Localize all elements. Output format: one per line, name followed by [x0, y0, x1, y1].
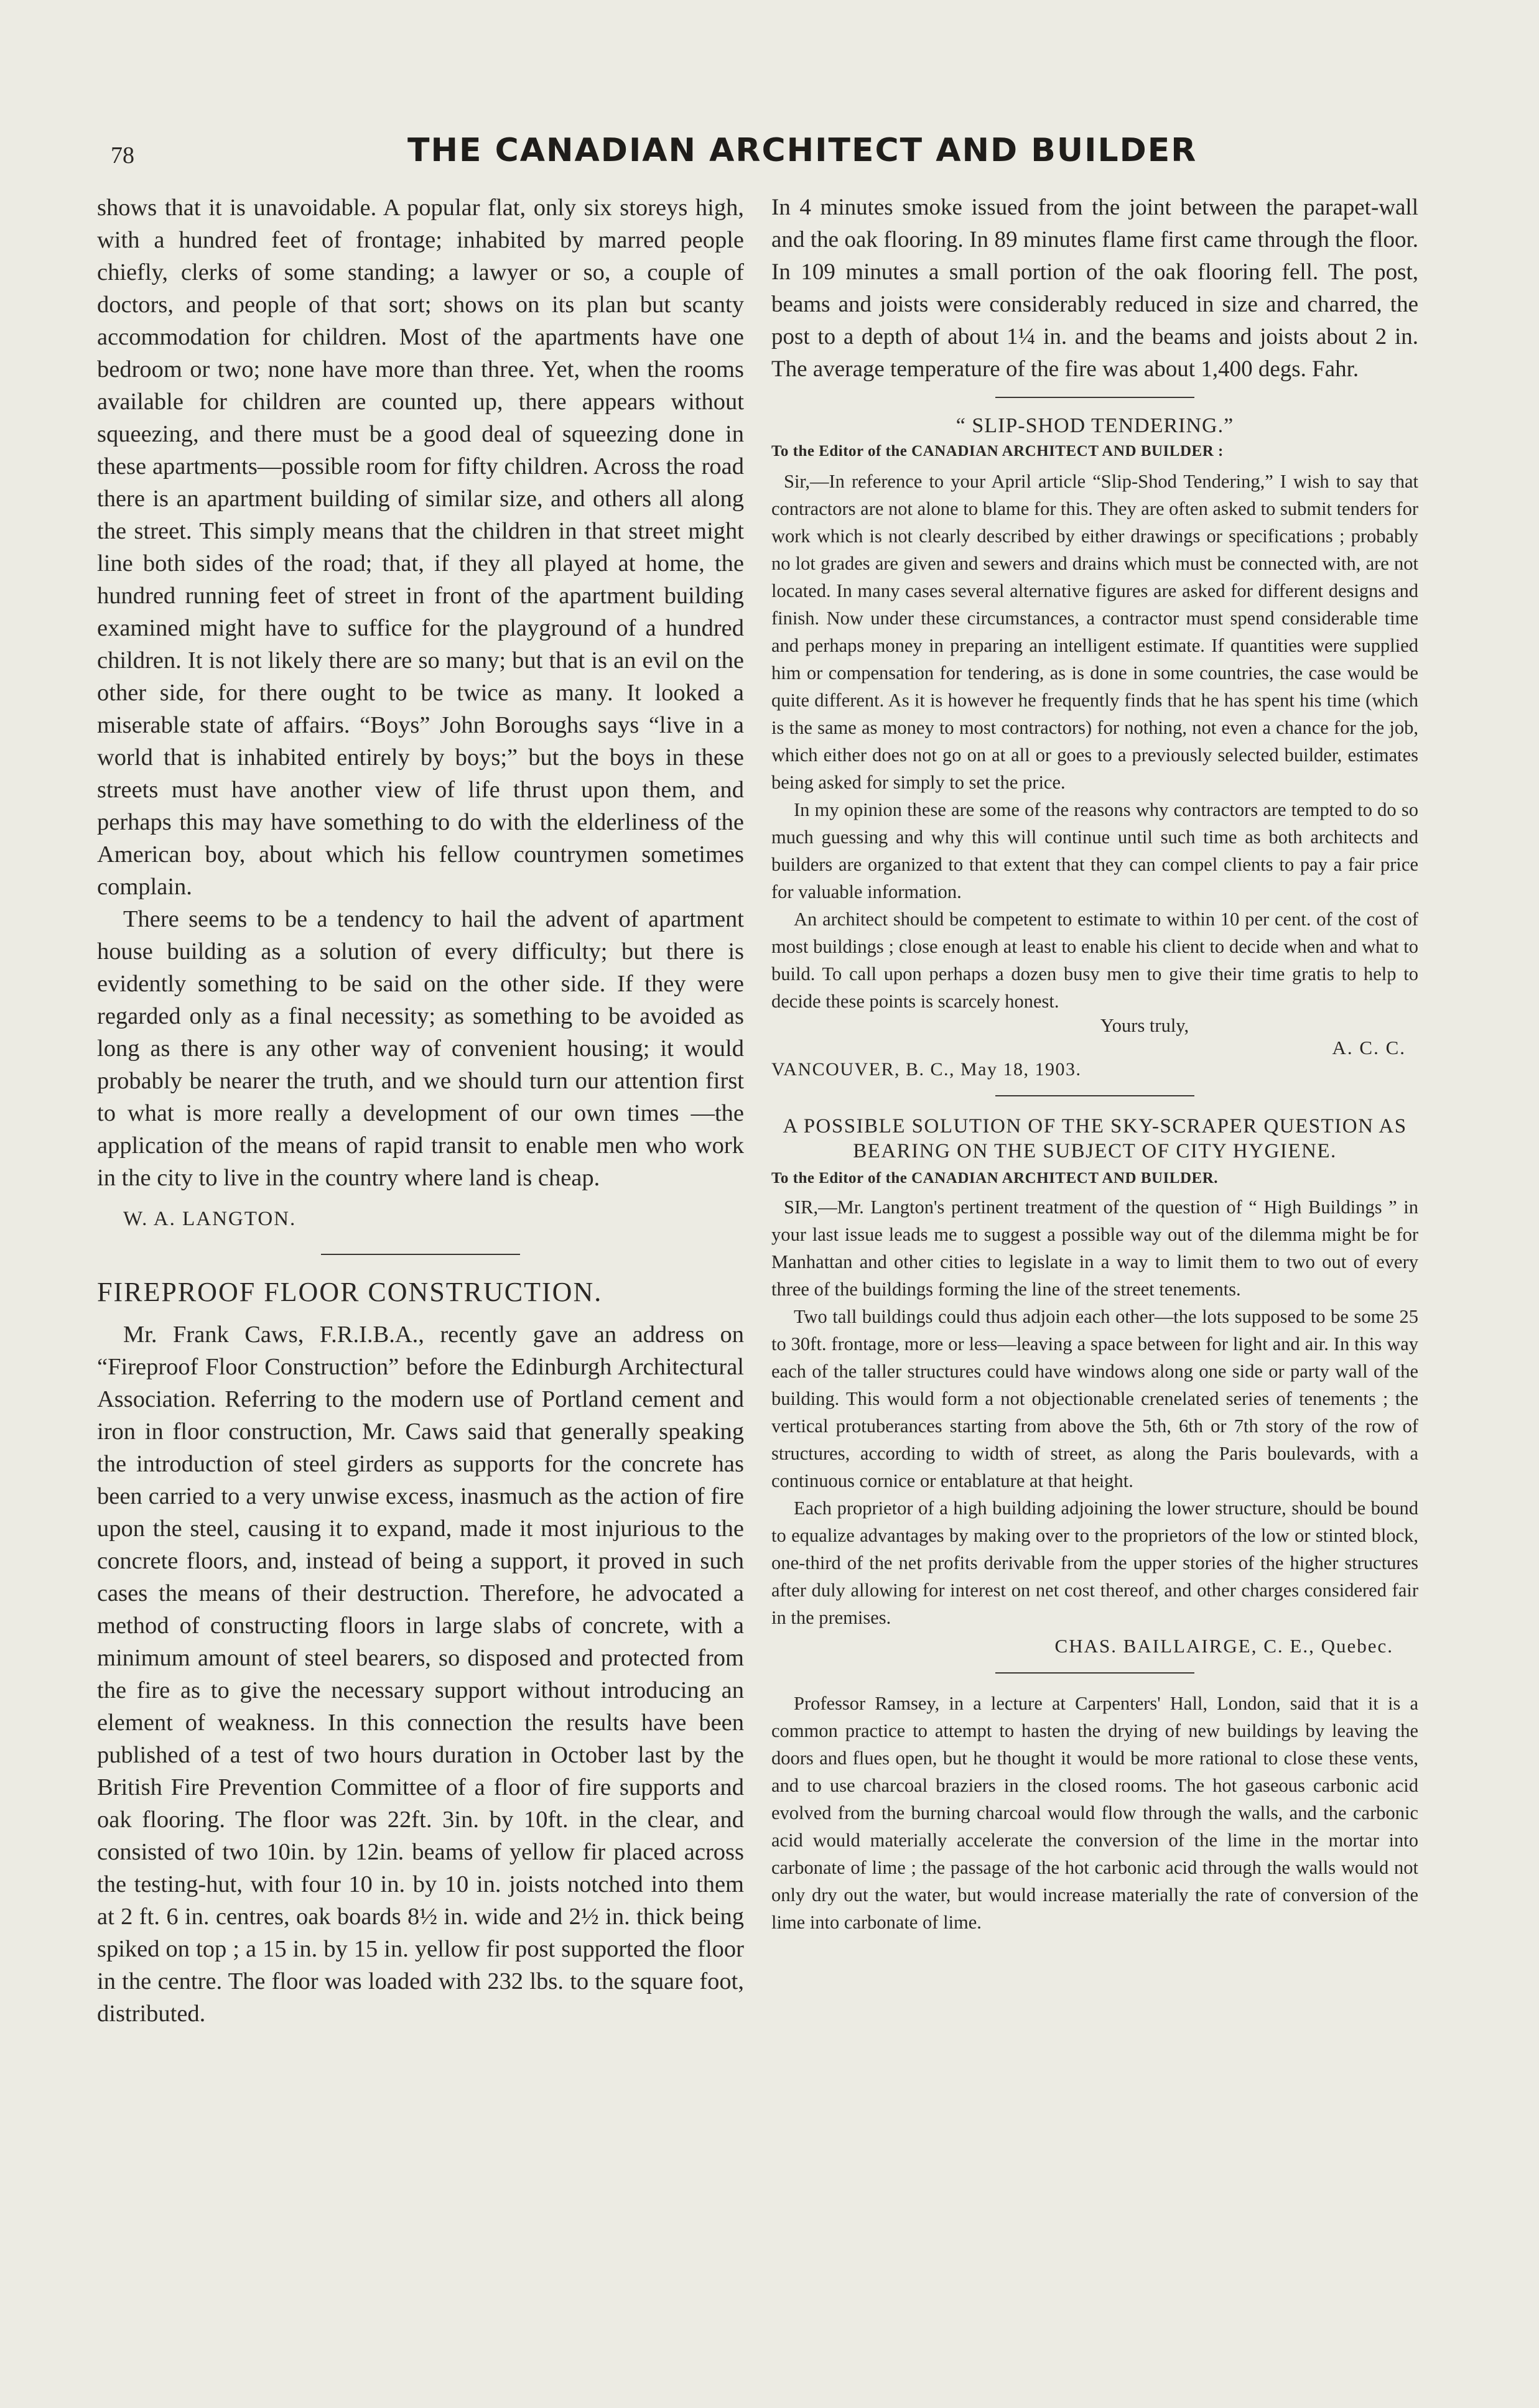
editor-salutation: To the Editor of the CANADIAN ARCHITECT AND BUILDER. — [771, 1170, 1218, 1187]
letter-signature: A. C. C. — [1332, 1037, 1406, 1058]
section-divider — [995, 397, 1194, 398]
letter-paragraph: Sir,—In reference to your April article “Slip-Shod Tendering,” I wish to say that contractors are not alone to blame for this. They are often asked to submit tenders for work which is not clearly described by either drawings or specifications ; probably no lot grades are given and sewers and drains which must be connected with, are not located. In many cases several alternative figures are asked for different designs and finish. Now under these circumstances, a contractor must spend considerable time and perhaps money in preparing an intelligent estimate. If quantities were supplied him or compensation for tendering, as is done in some countries, the case would be quite different. As it is however he frequently finds that he has spent his time (which is the same as money to most contractors) for nothing, not even a chance for the job, which either does not go on at all or goes to a previously selected builder, estimates being asked for simply to set the price. — [771, 471, 1418, 793]
letter-dateline: VANCOUVER, B. C., May 18, 1903. — [771, 1059, 1082, 1080]
section-heading: FIREPROOF FLOOR CONSTRUCTION. — [97, 1277, 603, 1307]
right-column — [771, 192, 1418, 1936]
letter-paragraph: Two tall buildings could thus adjoin each other—the lots supposed to be some 25 to 30ft. frontage, more or less—leaving a space between for light and air. In this way each of the taller structures could have windows along one side or party wall of the building. This would form a not objectionable crenelated series of tenements ; the vertical protuberances starting from above the 5th, 6th or 7th story of the row of structures, according to width of street, as along the Paris boulevards, with a continuous cornice or entablature at that height. — [771, 1306, 1418, 1491]
letter-paragraph: Each proprietor of a high building adjoining the lower structure, should be bound to equalize advantages by making over to the proprietors of the low or stinted block, one-third of the net profits derivable from the upper stories of the higher structures after duly allowing for interest on net cost thereof, and other charges considered fair in the premises. — [771, 1498, 1418, 1628]
article-signature: W. A. LANGTON. — [123, 1208, 297, 1230]
masthead: THE CANADIAN ARCHITECT AND BUILDER — [407, 132, 1197, 169]
letter-paragraph: SIR,—Mr. Langton's pertinent treatment of the question of “ High Buildings ” in your last issue leads me to suggest a possible way out of the dilemma might be for Manhattan and other cities to legislate in a way to limit them to two out of every three of the buildings forming the line of the street tenements. — [771, 1197, 1418, 1300]
letter-closing: Yours truly, — [1100, 1015, 1189, 1036]
section-heading: “ SLIP-SHOD TENDERING.” — [955, 414, 1234, 437]
article-paragraph: Professor Ramsey, in a lecture at Carpenters' Hall, London, said that it is a common practice to attempt to hasten the drying of new buildings by leaving the doors and flues open, but he thought it would be more rational to close these vents, and to use charcoal braziers in the closed rooms. The hot gaseous carbonic acid evolved from the burning charcoal would flow through the walls, and the carbonic acid would materially accelerate the conversion of the lime in the mortar into carbonate of lime ; the passage of the hot carbonic acid through the walls would not only dry out the water, but would increase materially the rate of conversion of the lime into carbonate of lime. — [771, 1693, 1418, 1933]
article-paragraph: shows that it is unavoidable. A popular flat, only six storeys high, with a hundred feet of frontage; inhabited by marred people chiefly, clerks of some standing; a lawyer or so, a couple of doctors, and people of that sort; shows on its plan but scanty accommodation for children. Most of the apartments have one bedroom or two; none have more than three. Yet, when the rooms available for children are counted up, there appears without squeezing, and there must be a good deal of squeezing done in these apartments—possible room for fifty children. Across the road there is an apartment building of similar size, and others all along the street. This simply means that the children in that street might line both sides of the road; that, if they all played at home, the hundred running feet of street in front of the apartment building examined might have to suffice for the playground of a hundred children. It is not likely there are so many; but that is an evil on the other side, for there ought to be twice as many. It looked a miserable state of affairs. “Boys” John Boroughs says “live in a world that is inhabited entirely by boys;” but the boys in these streets must have another view of life thrust upon them, and perhaps this may have something to do with the elderliness of the American boy, about which his fellow countrymen sometimes complain. — [97, 195, 744, 900]
page-number: 78 — [111, 142, 134, 169]
article-paragraph: Mr. Frank Caws, F.R.I.B.A., recently gave an address on “Fireproof Floor Construction” before the Edinburgh Architectural Association. Referring to the modern use of Portland cement and iron in floor construction, Mr. Caws said that generally speaking the introduction of steel girders as supports for the concrete has been carried to a very unwise excess, inasmuch as the action of fire upon the steel, causing it to expand, made it most injurious to the concrete floors, and, instead of being a support, it proved in such cases the means of their destruction. Therefore, he advocated a method of constructing floors in large slabs of concrete, with a minimum amount of steel bearers, so disposed and protected from the fire as to give the necessary support without introducing an element of weakness. In this connection the results have been published of a test of two hours duration in October last by the British Fire Prevention Committee of a floor of fire supports and oak flooring. The floor was 22ft. 3in. by 10ft. in the clear, and consisted of two 10in. by 12in. beams of yellow fir placed across the testing-hut, with four 10 in. by 10 in. joists notched into them at 2 ft. 6 in. centres, oak boards 8½ in. wide and 2½ in. thick being spiked on top ; a 15 in. by 15 in. yellow fir post supported the floor in the centre. The floor was loaded with 232 lbs. to the square foot, distributed. — [97, 1322, 744, 2027]
section-divider — [995, 1095, 1194, 1096]
letter-signature: CHAS. BAILLAIRGE, C. E., Quebec. — [1054, 1635, 1393, 1657]
letter-paragraph: An architect should be competent to estimate to within 10 per cent. of the cost of most buildings ; close enough at least to enable his client to decide when and what to build. To call upon perhaps a dozen busy men to give their time gratis to help to decide these points is scarcely honest. — [771, 909, 1418, 1012]
left-column — [97, 192, 744, 2030]
editor-salutation: To the Editor of the CANADIAN ARCHITECT AND BUILDER : — [771, 443, 1224, 460]
letter-paragraph: In my opinion these are some of the reasons why contractors are tempted to do so much guessing and why this will continue until such time as both architects and builders are organized to that extent that they can compel clients to pay a fair price for valuable information. — [771, 799, 1418, 902]
section-divider — [995, 1672, 1194, 1674]
article-paragraph: In 4 minutes smoke issued from the joint between the parapet-wall and the oak flooring. In 89 minutes flame first came through the floor. In 109 minutes a small portion of the oak flooring fell. The post, beams and joists were considerably reduced in size and charred, the post to a depth of about 1¼ in. and the beams and joists about 2 in. The average temperature of the fire was about 1,400 degs. Fahr. — [771, 195, 1418, 382]
section-divider — [321, 1254, 520, 1255]
article-paragraph: There seems to be a tendency to hail the advent of apartment house building as a solution of every difficulty; but there is evidently something to be said on the other side. If they were regarded only as a final necessity; as something to be avoided as long as there is any other way of convenient housing; it would probably be nearer the truth, and we should turn our attention first to what is more really a development of our own times —the application of the means of rapid transit to enable men who work in the city to live in the country where land is cheap. — [97, 906, 744, 1191]
section-heading: A POSSIBLE SOLUTION OF THE SKY-SCRAPER QUESTION AS BEARING ON THE SUBJECT OF CITY HYGIENE. — [783, 1115, 1407, 1162]
